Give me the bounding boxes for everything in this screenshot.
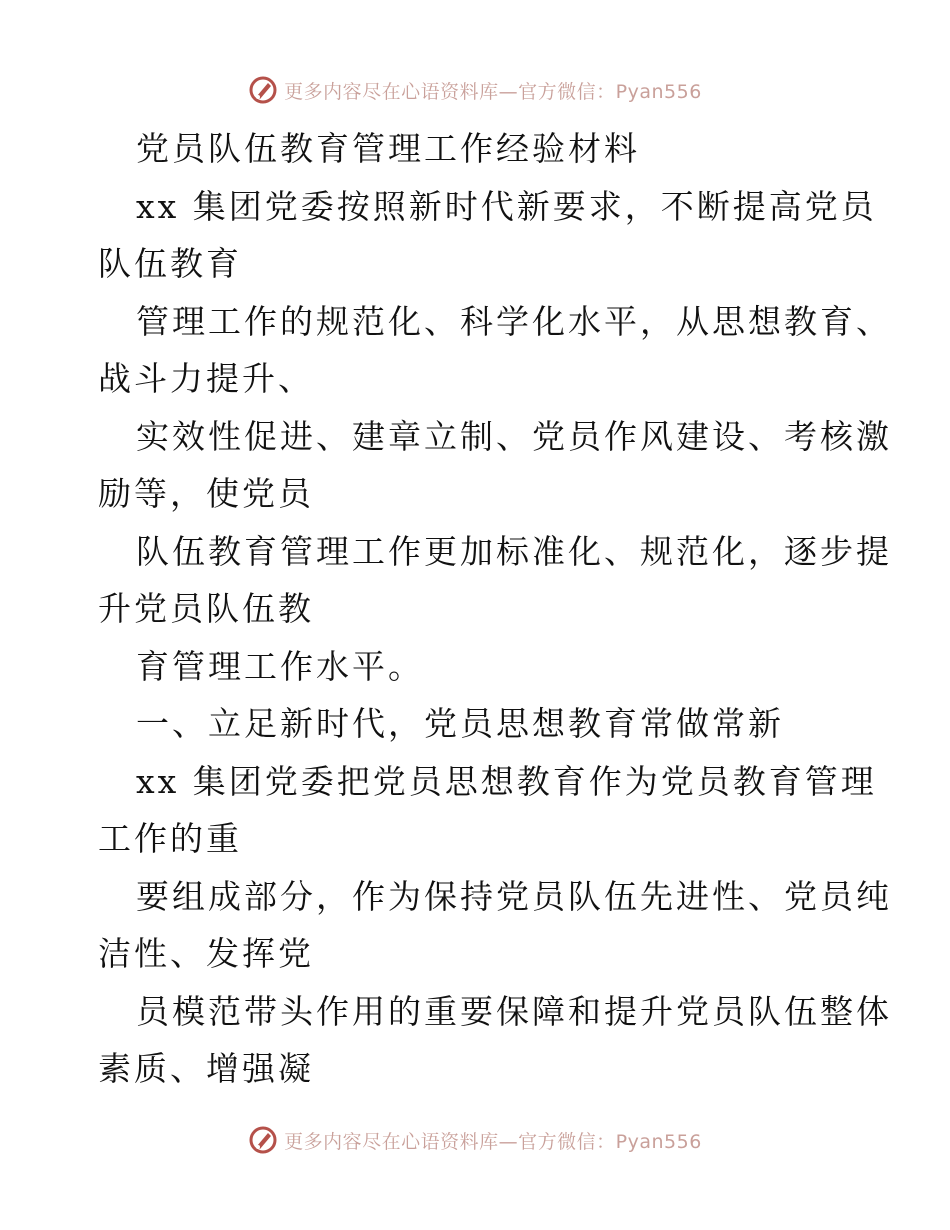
text-line: 工作的重	[98, 819, 242, 858]
text-line: 队伍教育	[98, 244, 242, 283]
logo-icon	[248, 1125, 278, 1155]
section-heading: 一、立足新时代，党员思想教育常做常新	[136, 704, 784, 743]
watermark-text-bottom: 更多内容尽在心语资料库—官方微信：Pyan556	[284, 1130, 702, 1153]
text-line: xx 集团党委按照新时代新要求，不断提高党员	[136, 186, 877, 226]
watermark-footer	[0, 1120, 950, 1160]
text-line: xx 集团党委把党员思想教育作为党员教育管理	[136, 761, 877, 801]
text-line: 管理工作的规范化、科学化水平，从思想教育、	[136, 301, 892, 341]
text-line: 育管理工作水平。	[136, 646, 424, 686]
text-line: 实效性促进、建章立制、党员作风建设、考核激	[136, 416, 892, 456]
text-line: 洁性、发挥党	[98, 934, 314, 973]
text-line: 队伍教育管理工作更加标准化、规范化，逐步提	[136, 531, 892, 571]
text-line: 素质、增强凝	[98, 1049, 314, 1088]
text-line: 励等，使党员	[98, 474, 314, 513]
text-line: 员模范带头作用的重要保障和提升党员队伍整体	[136, 991, 892, 1031]
document-title: 党员队伍教育管理工作经验材料	[136, 129, 640, 168]
watermark-header	[0, 70, 950, 110]
watermark-text-top: 更多内容尽在心语资料库—官方微信：Pyan556	[284, 80, 702, 103]
document-body	[98, 120, 892, 1098]
text-line: 要组成部分，作为保持党员队伍先进性、党员纯	[136, 876, 892, 916]
logo-icon	[248, 75, 278, 105]
text-line: 战斗力提升、	[98, 359, 314, 398]
text-line: 升党员队伍教	[98, 589, 314, 628]
